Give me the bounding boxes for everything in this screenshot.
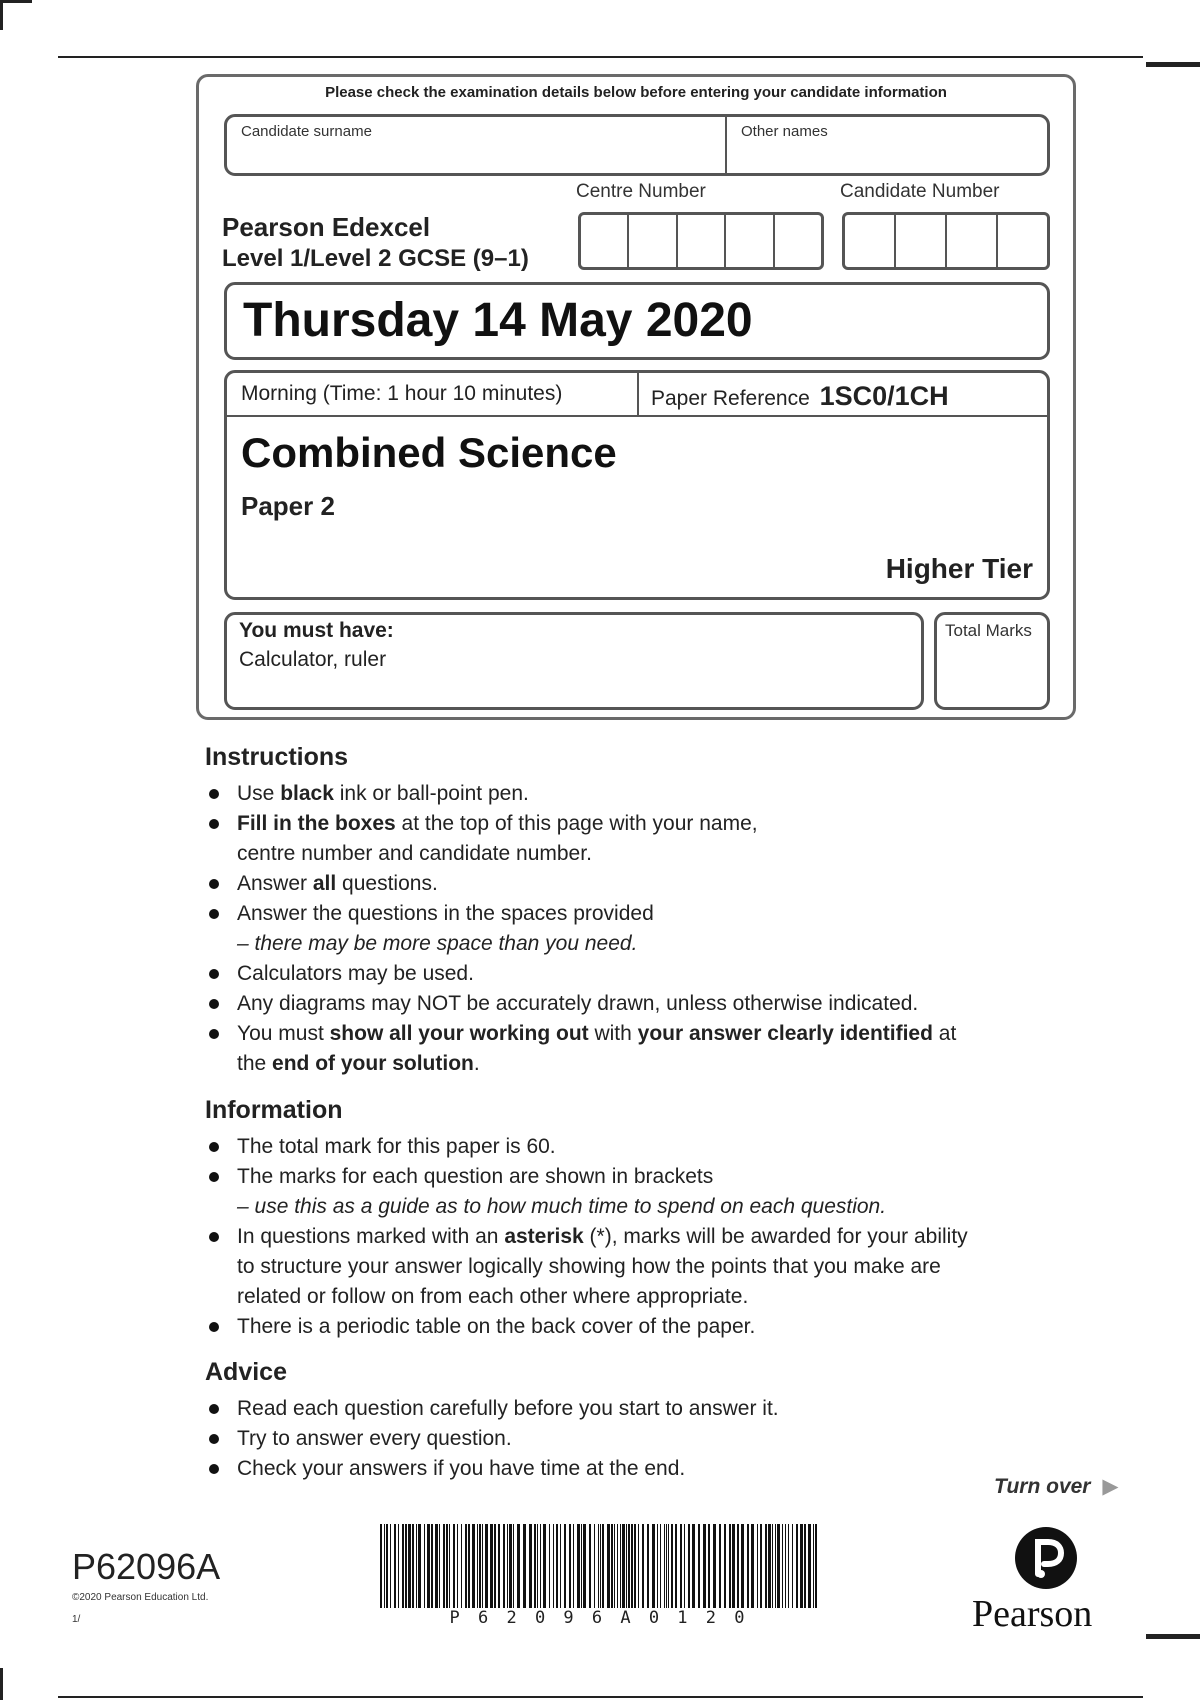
must-have-label: You must have: — [239, 619, 394, 642]
session-time: Morning (Time: 1 hour 10 minutes) — [241, 382, 563, 405]
list-item: There is a periodic table on the back cover of the paper. — [205, 1312, 1045, 1342]
subject-title: Combined Science — [241, 429, 617, 476]
registration-mark — [1146, 1634, 1200, 1639]
play-arrow-icon: ▶ — [1102, 1475, 1119, 1498]
digit-box[interactable] — [845, 215, 896, 267]
candidate-surname-label: Candidate surname — [241, 123, 372, 140]
digit-box[interactable] — [678, 215, 726, 267]
check-notice: Please check the examination details below before entering your candidate information — [325, 84, 947, 101]
list-item: The marks for each question are shown in brackets – use this as a guide as to how much time to spend on each question. — [205, 1162, 1045, 1222]
list-item: In questions marked with an asterisk (*), marks will be awarded for your ability to structure your answer logically showing how the points that you make are related or follow on from each other where appropriate. — [205, 1222, 1045, 1312]
requirements-box — [224, 612, 924, 710]
paper-code: P62096A — [72, 1546, 221, 1587]
digit-box[interactable] — [947, 215, 998, 267]
other-names-field[interactable] — [728, 140, 1044, 170]
list-item: Read each question carefully before you start to answer it. — [205, 1394, 1045, 1424]
list-item: Use black ink or ball-point pen. — [205, 779, 1045, 809]
paper-details-box — [224, 370, 1050, 600]
barcode-text: P 6 2 0 9 6 A 0 1 2 0 — [449, 1608, 749, 1628]
exam-date: Thursday 14 May 2020 — [243, 294, 753, 347]
page-marker: 1/ — [72, 1614, 81, 1625]
divider — [227, 415, 1047, 417]
registration-mark — [1146, 62, 1200, 67]
list-item: You must show all your working out with your answer clearly identified at the end of your solution. — [205, 1019, 1045, 1079]
exam-board: Pearson Edexcel — [222, 212, 431, 242]
qualification-level: Level 1/Level 2 GCSE (9–1) — [222, 245, 529, 272]
instructions-heading: Instructions — [205, 743, 349, 771]
candidate-surname-field[interactable] — [228, 140, 718, 170]
turn-over-label: Turn over — [994, 1475, 1091, 1498]
total-marks-box — [934, 612, 1050, 710]
other-names-label: Other names — [741, 123, 828, 140]
list-item: Answer the questions in the spaces provided – there may be more space than you need. — [205, 899, 1045, 959]
paper-number: Paper 2 — [241, 491, 335, 521]
candidate-number-label: Candidate Number — [840, 181, 1000, 202]
digit-box[interactable] — [581, 215, 629, 267]
barcode — [380, 1524, 818, 1608]
turn-over[interactable] — [994, 1474, 1118, 1499]
digit-box[interactable] — [629, 215, 677, 267]
list-item: Answer all questions. — [205, 869, 1045, 899]
list-item: Check your answers if you have time at the end. — [205, 1454, 1045, 1484]
copyright: ©2020 Pearson Education Ltd. — [72, 1592, 209, 1603]
crop-mark — [0, 1668, 3, 1700]
list-item: Fill in the boxes at the top of this page with your name, centre number and candidate number. — [205, 809, 1045, 869]
name-divider — [725, 117, 727, 173]
publisher-wordmark: Pearson — [972, 1593, 1093, 1635]
list-item: Calculators may be used. — [205, 959, 1045, 989]
top-rule — [58, 56, 1143, 58]
advice-list — [205, 1394, 1045, 1484]
crop-mark — [0, 0, 3, 30]
information-heading: Information — [205, 1096, 343, 1124]
pearson-logo-icon — [1014, 1526, 1078, 1590]
bottom-rule — [58, 1696, 1143, 1698]
digit-box[interactable] — [726, 215, 774, 267]
must-have-items: Calculator, ruler — [239, 648, 387, 671]
advice-heading: Advice — [205, 1358, 287, 1386]
list-item: Try to answer every question. — [205, 1424, 1045, 1454]
paper-reference-label: Paper Reference — [651, 387, 810, 410]
digit-box[interactable] — [896, 215, 947, 267]
total-marks-label: Total Marks — [945, 621, 1032, 640]
list-item: The total mark for this paper is 60. — [205, 1132, 1045, 1162]
digit-box[interactable] — [998, 215, 1047, 267]
instructions-list — [205, 779, 1045, 1079]
crop-mark — [0, 0, 32, 3]
information-list — [205, 1132, 1045, 1342]
divider — [637, 373, 639, 415]
centre-number-boxes[interactable] — [578, 212, 824, 270]
date-box — [224, 282, 1050, 360]
tier: Higher Tier — [885, 553, 1033, 584]
digit-box[interactable] — [775, 215, 821, 267]
paper-reference: 1SC0/1CH — [819, 381, 949, 411]
candidate-number-boxes[interactable] — [842, 212, 1050, 270]
list-item: Any diagrams may NOT be accurately drawn, unless otherwise indicated. — [205, 989, 1045, 1019]
centre-number-label: Centre Number — [576, 181, 706, 202]
